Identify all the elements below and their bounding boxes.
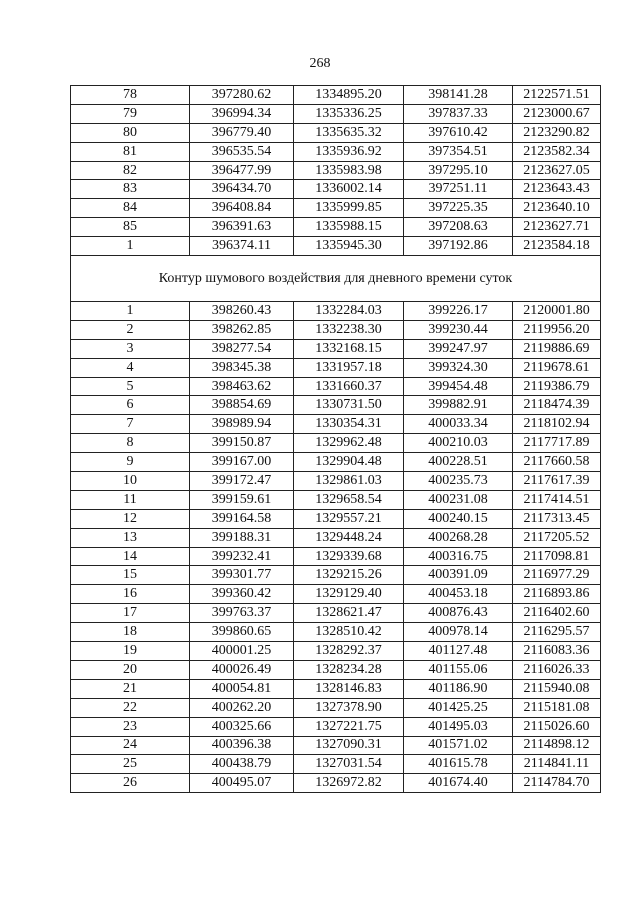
coordinate-cell: 2123584.18 [513,237,601,256]
coordinate-cell: 396535.54 [190,142,294,161]
coordinate-cell: 400438.79 [190,755,294,774]
coordinate-cell: 399230.44 [404,320,513,339]
table-row [71,547,601,566]
coordinate-cell: 398277.54 [190,339,294,358]
coordinate-cell: 1332284.03 [294,302,404,321]
coordinate-cell: 398463.62 [190,377,294,396]
coordinate-cell: 401186.90 [404,679,513,698]
coordinate-cell: 2119386.79 [513,377,601,396]
page-number: 268 [309,56,331,71]
coordinate-cell: 398141.28 [404,86,513,105]
point-number-cell: 13 [71,528,190,547]
table-row [71,302,601,321]
coordinate-cell: 397280.62 [190,86,294,105]
coordinate-cell: 401155.06 [404,660,513,679]
table-row [71,736,601,755]
point-number-cell: 3 [71,339,190,358]
coordinate-cell: 400231.08 [404,490,513,509]
coordinate-cell: 2114841.11 [513,755,601,774]
coordinate-cell: 2115026.60 [513,717,601,736]
point-number-cell: 12 [71,509,190,528]
coordinate-cell: 398260.43 [190,302,294,321]
section-header-row [71,256,601,302]
coordinate-cell: 1329962.48 [294,434,404,453]
coordinate-cell: 399167.00 [190,453,294,472]
point-number-cell: 9 [71,453,190,472]
coordinate-cell: 2120001.80 [513,302,601,321]
table-row [71,237,601,256]
table-row [71,161,601,180]
coordinate-cell: 1331957.18 [294,358,404,377]
coordinate-cell: 1328292.37 [294,642,404,661]
coordinate-cell: 2119956.20 [513,320,601,339]
coordinate-cell: 1327378.90 [294,698,404,717]
point-number-cell: 85 [71,218,190,237]
coordinate-cell: 2115181.08 [513,698,601,717]
coordinate-cell: 396434.70 [190,180,294,199]
coordinate-cell: 2116295.57 [513,623,601,642]
coordinate-cell: 2123643.43 [513,180,601,199]
coordinate-cell: 397225.35 [404,199,513,218]
table-row [71,604,601,623]
point-number-cell: 18 [71,623,190,642]
coordinate-cell: 1335936.92 [294,142,404,161]
coordinate-cell: 397354.51 [404,142,513,161]
table-row [71,415,601,434]
coordinate-cell: 399172.47 [190,472,294,491]
coordinate-cell: 1335635.32 [294,123,404,142]
point-number-cell: 14 [71,547,190,566]
point-number-cell: 84 [71,199,190,218]
coordinates-table [70,85,601,793]
table-row [71,358,601,377]
coordinate-cell: 400210.03 [404,434,513,453]
coordinate-cell: 2118102.94 [513,415,601,434]
coordinate-cell: 2114898.12 [513,736,601,755]
coordinate-cell: 398345.38 [190,358,294,377]
point-number-cell: 8 [71,434,190,453]
section-title: Контур шумового воздействия для дневного времени суток [71,256,601,302]
table-row [71,180,601,199]
point-number-cell: 4 [71,358,190,377]
table-row [71,339,601,358]
table-row [71,86,601,105]
table-row [71,642,601,661]
table-row [71,585,601,604]
coordinate-cell: 1329448.24 [294,528,404,547]
coordinate-cell: 400054.81 [190,679,294,698]
coordinate-cell: 397837.33 [404,104,513,123]
coordinate-cell: 399324.30 [404,358,513,377]
coordinate-cell: 397610.42 [404,123,513,142]
coordinate-cell: 1332168.15 [294,339,404,358]
coordinate-cell: 2117717.89 [513,434,601,453]
coordinate-cell: 400235.73 [404,472,513,491]
coordinate-cell: 399226.17 [404,302,513,321]
coordinate-cell: 401571.02 [404,736,513,755]
table-row [71,396,601,415]
coordinate-cell: 400325.66 [190,717,294,736]
coordinate-cell: 401674.40 [404,774,513,793]
table-row [71,774,601,793]
point-number-cell: 80 [71,123,190,142]
coordinate-cell: 396779.40 [190,123,294,142]
table-row [71,123,601,142]
table-row [71,218,601,237]
point-number-cell: 20 [71,660,190,679]
coordinate-cell: 2123582.34 [513,142,601,161]
coordinate-cell: 1330354.31 [294,415,404,434]
table-row [71,528,601,547]
section-header-body [71,256,601,302]
point-number-cell: 11 [71,490,190,509]
coordinate-cell: 1335983.98 [294,161,404,180]
coordinate-cell: 399164.58 [190,509,294,528]
coordinate-cell: 396477.99 [190,161,294,180]
point-number-cell: 17 [71,604,190,623]
coordinate-cell: 1335945.30 [294,237,404,256]
table-row [71,377,601,396]
coordinate-cell: 399860.65 [190,623,294,642]
table-row [71,698,601,717]
coordinate-cell: 401495.03 [404,717,513,736]
point-number-cell: 6 [71,396,190,415]
coordinate-cell: 397208.63 [404,218,513,237]
point-number-cell: 16 [71,585,190,604]
coordinate-cell: 2117617.39 [513,472,601,491]
table-row [71,755,601,774]
coordinate-cell: 2123627.71 [513,218,601,237]
coordinate-cell: 1331660.37 [294,377,404,396]
coordinate-cell: 2119886.69 [513,339,601,358]
coordinate-cell: 1335999.85 [294,199,404,218]
table-row [71,660,601,679]
coordinate-cell: 2116026.33 [513,660,601,679]
coordinate-cell: 400268.28 [404,528,513,547]
coordinate-cell: 398262.85 [190,320,294,339]
coordinate-cell: 1329129.40 [294,585,404,604]
coordinate-cell: 396408.84 [190,199,294,218]
table-body-top [71,86,601,256]
coordinate-cell: 400033.34 [404,415,513,434]
point-number-cell: 22 [71,698,190,717]
point-number-cell: 25 [71,755,190,774]
coordinate-cell: 1329861.03 [294,472,404,491]
point-number-cell: 21 [71,679,190,698]
point-number-cell: 19 [71,642,190,661]
table-row [71,320,601,339]
coordinate-cell: 401615.78 [404,755,513,774]
coordinate-cell: 397192.86 [404,237,513,256]
coordinate-cell: 1328234.28 [294,660,404,679]
coordinate-cell: 400240.15 [404,509,513,528]
coordinate-cell: 2123290.82 [513,123,601,142]
coordinate-cell: 1329904.48 [294,453,404,472]
coordinate-cell: 1334895.20 [294,86,404,105]
coordinate-cell: 399232.41 [190,547,294,566]
coordinate-cell: 396391.63 [190,218,294,237]
coordinate-cell: 399150.87 [190,434,294,453]
coordinate-cell: 400495.07 [190,774,294,793]
table-body-bottom [71,302,601,793]
point-number-cell: 26 [71,774,190,793]
point-number-cell: 82 [71,161,190,180]
table-row [71,566,601,585]
coordinate-cell: 1329557.21 [294,509,404,528]
table-row [71,142,601,161]
coordinate-cell: 2117205.52 [513,528,601,547]
coordinate-cell: 1335988.15 [294,218,404,237]
coordinate-cell: 398854.69 [190,396,294,415]
coordinate-cell: 401425.25 [404,698,513,717]
coordinate-cell: 2116402.60 [513,604,601,623]
coordinate-cell: 400978.14 [404,623,513,642]
coordinate-cell: 399188.31 [190,528,294,547]
coordinate-cell: 1329339.68 [294,547,404,566]
coordinate-cell: 396994.34 [190,104,294,123]
coordinate-cell: 400876.43 [404,604,513,623]
coordinate-cell: 1326972.82 [294,774,404,793]
point-number-cell: 15 [71,566,190,585]
coordinate-cell: 399301.77 [190,566,294,585]
coordinate-cell: 1329215.26 [294,566,404,585]
coordinate-cell: 1327090.31 [294,736,404,755]
table-row [71,490,601,509]
coordinate-cell: 1335336.25 [294,104,404,123]
coordinate-cell: 1328621.47 [294,604,404,623]
coordinate-cell: 400391.09 [404,566,513,585]
coordinate-cell: 2117313.45 [513,509,601,528]
point-number-cell: 7 [71,415,190,434]
coordinate-cell: 1327031.54 [294,755,404,774]
coordinate-cell: 2116893.86 [513,585,601,604]
coordinate-cell: 400453.18 [404,585,513,604]
coordinate-cell: 2117414.51 [513,490,601,509]
coordinate-cell: 400316.75 [404,547,513,566]
coordinate-cell: 397295.10 [404,161,513,180]
point-number-cell: 78 [71,86,190,105]
coordinate-cell: 1332238.30 [294,320,404,339]
point-number-cell: 1 [71,302,190,321]
coordinate-cell: 397251.11 [404,180,513,199]
coordinate-cell: 399454.48 [404,377,513,396]
coordinate-cell: 1328510.42 [294,623,404,642]
coordinate-cell: 400262.20 [190,698,294,717]
table-row [71,434,601,453]
table-row [71,199,601,218]
table-row [71,453,601,472]
coordinate-cell: 1336002.14 [294,180,404,199]
coordinate-cell: 400001.25 [190,642,294,661]
coordinate-cell: 1330731.50 [294,396,404,415]
coordinate-cell: 2119678.61 [513,358,601,377]
point-number-cell: 10 [71,472,190,491]
table-row [71,509,601,528]
table-row [71,104,601,123]
coordinate-cell: 2115940.08 [513,679,601,698]
point-number-cell: 24 [71,736,190,755]
coordinate-cell: 2114784.70 [513,774,601,793]
coordinate-cell: 400026.49 [190,660,294,679]
table-row [71,717,601,736]
coordinate-cell: 2123627.05 [513,161,601,180]
coordinate-cell: 1327221.75 [294,717,404,736]
coordinate-cell: 1328146.83 [294,679,404,698]
coordinate-cell: 398989.94 [190,415,294,434]
coordinate-cell: 400396.38 [190,736,294,755]
point-number-cell: 5 [71,377,190,396]
point-number-cell: 23 [71,717,190,736]
coordinate-cell: 399882.91 [404,396,513,415]
point-number-cell: 79 [71,104,190,123]
table-row [71,623,601,642]
coordinate-cell: 2123000.67 [513,104,601,123]
coordinate-cell: 399247.97 [404,339,513,358]
coordinate-cell: 2116083.36 [513,642,601,661]
coordinate-cell: 2117660.58 [513,453,601,472]
coordinate-cell: 2116977.29 [513,566,601,585]
point-number-cell: 2 [71,320,190,339]
table-row [71,472,601,491]
point-number-cell: 83 [71,180,190,199]
coordinate-cell: 2122571.51 [513,86,601,105]
point-number-cell: 1 [71,237,190,256]
coordinate-cell: 399763.37 [190,604,294,623]
table-row [71,679,601,698]
coordinate-cell: 2123640.10 [513,199,601,218]
point-number-cell: 81 [71,142,190,161]
coordinate-cell: 401127.48 [404,642,513,661]
coordinate-cell: 2117098.81 [513,547,601,566]
coordinate-cell: 2118474.39 [513,396,601,415]
coordinate-cell: 399159.61 [190,490,294,509]
coordinate-cell: 396374.11 [190,237,294,256]
coordinate-cell: 1329658.54 [294,490,404,509]
coordinate-cell: 399360.42 [190,585,294,604]
coordinate-cell: 400228.51 [404,453,513,472]
